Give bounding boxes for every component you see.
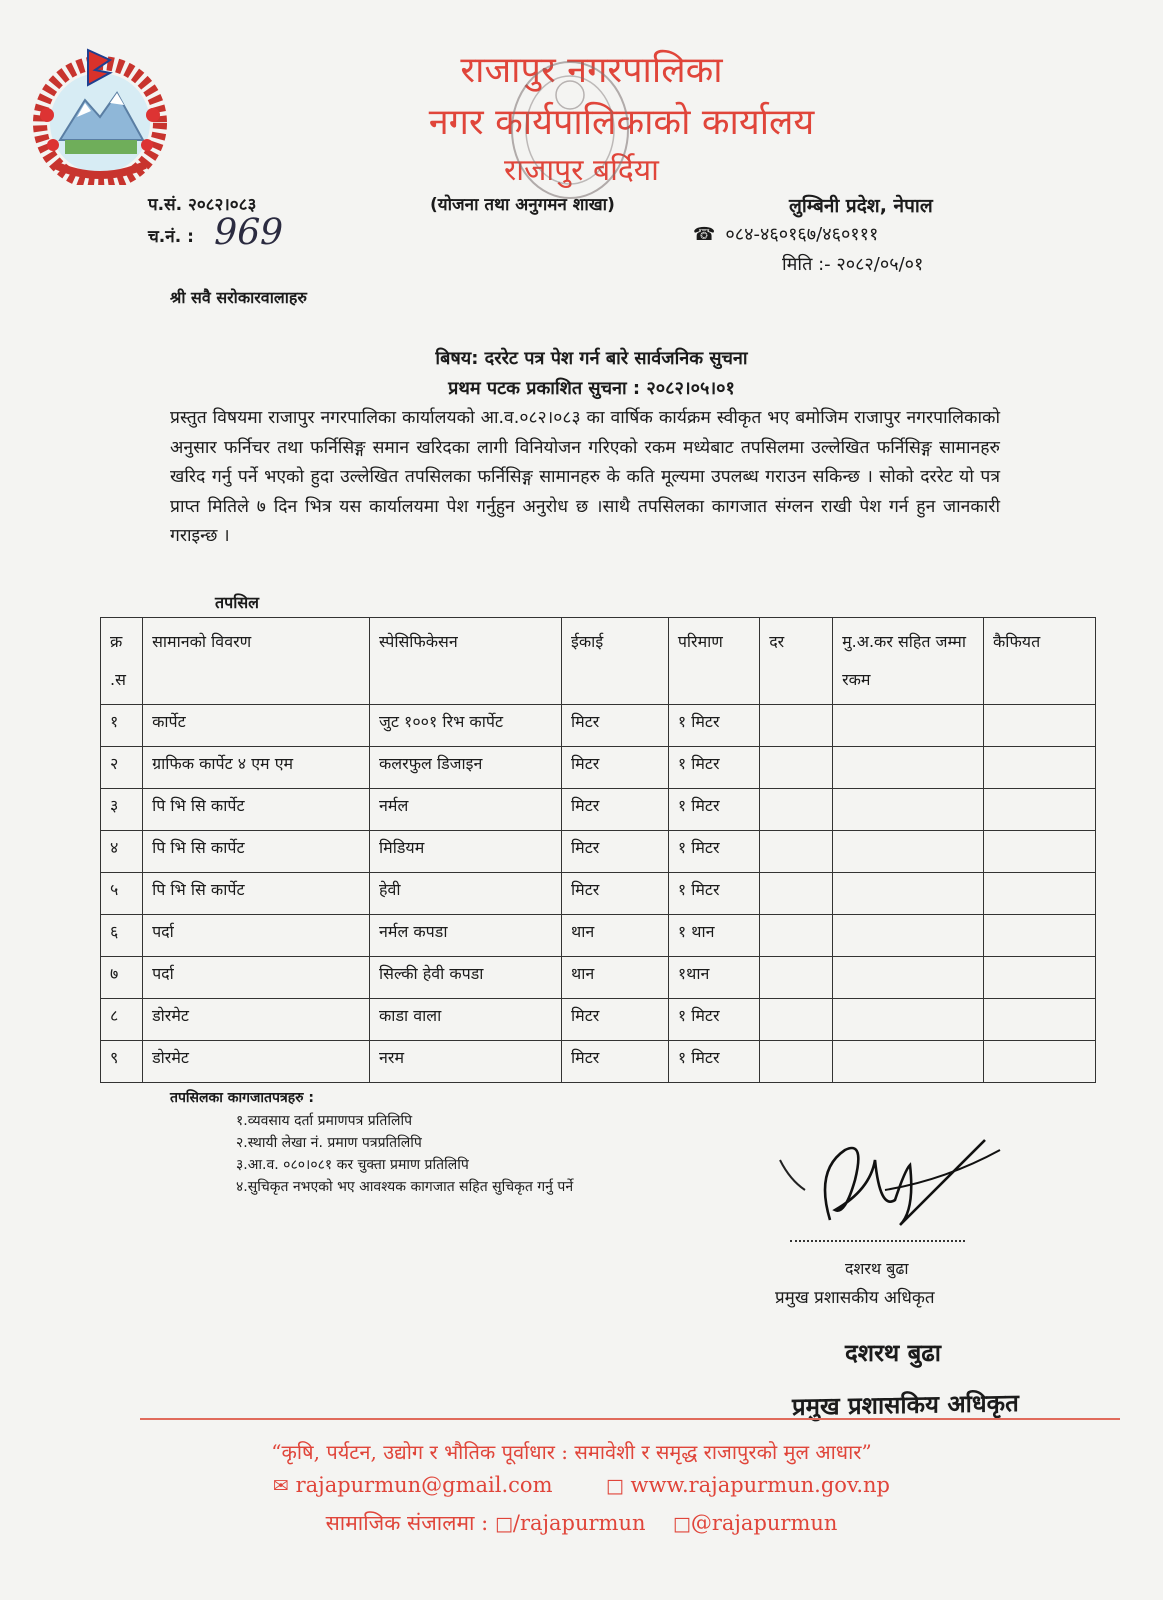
twitter-handle[interactable]: @rajapurmun: [690, 1511, 838, 1535]
phone-icon: ☎: [693, 224, 716, 245]
col-header-description: सामानको विवरण: [143, 618, 370, 705]
cell-total: [833, 789, 984, 831]
signature-line: [790, 1240, 965, 1242]
cell-total: [833, 831, 984, 873]
cell-sn: ९: [101, 1041, 143, 1083]
globe-icon: □: [605, 1475, 624, 1497]
chalani-number: 969: [209, 212, 288, 253]
col-header-sn: क्र .स: [101, 618, 143, 705]
col-header-unit: ईकाई: [562, 618, 669, 705]
cell-rate: [760, 747, 833, 789]
cell-specification: जुट १००१ रिभ कार्पेट: [370, 705, 562, 747]
col-header-remarks: कैफियत: [984, 618, 1096, 705]
col-header-specification: स्पेसिफिकेसन: [370, 618, 562, 705]
cell-specification: कलरफुल डिजाइन: [370, 747, 562, 789]
envelope-icon: ✉: [273, 1475, 289, 1497]
subject-line: बिषय: दररेट पत्र पेश गर्न बारे सार्वजनिक सुचना: [435, 348, 748, 369]
document-item: १.व्यवसाय दर्ता प्रमाणपत्र प्रतिलिपि: [236, 1113, 413, 1129]
signatory-title: प्रमुख प्रशासकीय अधिकृत: [775, 1288, 935, 1308]
table-row: [101, 747, 1096, 789]
branch-name: (योजना तथा अनुगमन शाखा): [430, 195, 615, 215]
tapasil-label: तपसिल: [215, 593, 260, 612]
cell-quantity: १थान: [668, 957, 759, 999]
office-subtitle: नगर कार्यपालिकाको कार्यालय: [428, 102, 815, 143]
cell-specification: नर्मल कपडा: [370, 915, 562, 957]
cell-rate: [760, 1041, 833, 1083]
col-header-total: मु.अ.कर सहित जम्मा रकम: [833, 618, 984, 705]
cell-unit: थान: [562, 915, 669, 957]
cell-remarks: [984, 999, 1096, 1041]
footer-divider: [140, 1418, 1120, 1420]
cell-unit: मिटर: [562, 999, 669, 1041]
cell-total: [833, 915, 984, 957]
office-location: राजापुर बर्दिया: [504, 153, 659, 188]
table-row: [101, 957, 1096, 999]
cell-rate: [760, 789, 833, 831]
province: लुम्बिनी प्रदेश, नेपाल: [789, 195, 933, 217]
cell-remarks: [984, 747, 1096, 789]
cell-unit: मिटर: [562, 831, 669, 873]
cell-sn: १: [101, 705, 143, 747]
table-body: [101, 705, 1096, 1083]
cell-quantity: १ मिटर: [668, 789, 759, 831]
cell-unit: थान: [562, 957, 669, 999]
cell-remarks: [984, 873, 1096, 915]
cell-total: [833, 705, 984, 747]
cell-rate: [760, 999, 833, 1041]
cell-specification: काडा वाला: [370, 999, 562, 1041]
document-item: ३.आ.व. ०८०।०८१ कर चुक्ता प्रमाण प्रतिलिपि: [236, 1157, 469, 1173]
cell-sn: ७: [101, 957, 143, 999]
cell-quantity: १ मिटर: [668, 747, 759, 789]
cell-description: ग्राफिक कार्पेट ४ एम एम: [143, 747, 370, 789]
cell-sn: ३: [101, 789, 143, 831]
cell-remarks: [984, 1041, 1096, 1083]
cell-rate: [760, 957, 833, 999]
facebook-icon: □: [494, 1513, 513, 1535]
handwritten-signature: [775, 1130, 1015, 1240]
cell-unit: मिटर: [562, 1041, 669, 1083]
cell-total: [833, 1041, 984, 1083]
footer-social: [0, 1509, 1163, 1537]
cell-rate: [760, 915, 833, 957]
cell-total: [833, 957, 984, 999]
document-item: २.स्थायी लेखा नं. प्रमाण पत्रप्रतिलिपि: [236, 1135, 422, 1151]
cell-sn: ४: [101, 831, 143, 873]
phone-number: [693, 222, 878, 246]
cell-specification: नरम: [370, 1041, 562, 1083]
cell-quantity: १ थान: [668, 915, 759, 957]
footer-email[interactable]: rajapurmun@gmail.com: [295, 1473, 553, 1497]
cell-rate: [760, 705, 833, 747]
cell-remarks: [984, 915, 1096, 957]
documents-title: तपसिलका कागजातपत्रहरु :: [170, 1090, 314, 1106]
signatory-name: दशरथ बुढा: [845, 1259, 909, 1278]
cell-sn: २: [101, 747, 143, 789]
cell-sn: ८: [101, 999, 143, 1041]
table-header-row: [101, 618, 1096, 705]
table-row: [101, 831, 1096, 873]
cell-remarks: [984, 789, 1096, 831]
footer-contact: [0, 1473, 1163, 1497]
twitter-icon: □: [672, 1513, 691, 1535]
cell-rate: [760, 831, 833, 873]
cell-description: कार्पेट: [143, 705, 370, 747]
cell-unit: मिटर: [562, 873, 669, 915]
cell-specification: हेवी: [370, 873, 562, 915]
publication-line: प्रथम पटक प्रकाशित सुचना : २०८२।०५।०१: [448, 378, 735, 399]
cell-total: [833, 873, 984, 915]
cell-quantity: १ मिटर: [668, 873, 759, 915]
table-row: [101, 999, 1096, 1041]
document-item: ४.सुचिकृत नभएको भए आवश्यक कागजात सहित सुचिकृत गर्नु पर्ने: [236, 1179, 574, 1195]
cell-total: [833, 747, 984, 789]
cell-specification: सिल्की हेवी कपडा: [370, 957, 562, 999]
cell-description: पर्दा: [143, 957, 370, 999]
social-label: सामाजिक संजालमा :: [325, 1511, 489, 1535]
table-row: [101, 705, 1096, 747]
table-row: [101, 789, 1096, 831]
phone-text: ०८४-४६०१६७/४६०१११: [725, 224, 879, 245]
facebook-handle[interactable]: /rajapurmun: [512, 1511, 646, 1535]
footer-website[interactable]: www.rajapurmun.gov.np: [630, 1473, 890, 1497]
seal-name: दशरथ बुढा: [845, 1339, 942, 1367]
cell-description: पि भि सि कार्पेट: [143, 831, 370, 873]
cell-remarks: [984, 705, 1096, 747]
seal-title: प्रमुख प्रशासकिय अधिकृत: [792, 1389, 1019, 1421]
cell-sn: ६: [101, 915, 143, 957]
col-header-rate: दर: [760, 618, 833, 705]
items-table: [100, 617, 1096, 1083]
cell-rate: [760, 873, 833, 915]
cell-unit: मिटर: [562, 705, 669, 747]
cell-remarks: [984, 957, 1096, 999]
office-stamp: [505, 55, 635, 205]
cell-specification: मिडियम: [370, 831, 562, 873]
cell-description: डोरमेट: [143, 999, 370, 1041]
cell-description: पि भि सि कार्पेट: [143, 873, 370, 915]
cell-quantity: १ मिटर: [668, 831, 759, 873]
cell-description: पि भि सि कार्पेट: [143, 789, 370, 831]
office-name: राजापुर नगरपालिका: [460, 50, 723, 91]
cell-description: डोरमेट: [143, 1041, 370, 1083]
cell-unit: मिटर: [562, 747, 669, 789]
cell-specification: नर्मल: [370, 789, 562, 831]
cell-sn: ५: [101, 873, 143, 915]
cell-quantity: १ मिटर: [668, 1041, 759, 1083]
letter-date: मिति :- २०८२/०५/०१: [782, 254, 924, 275]
footer-motto: “कृषि, पर्यटन, उद्योग र भौतिक पूर्वाधार : समावेशी र समृद्ध राजापुरको मुल आधार”: [271, 1440, 872, 1464]
table-row: [101, 873, 1096, 915]
cell-total: [833, 999, 984, 1041]
cell-remarks: [984, 831, 1096, 873]
table-row: [101, 1041, 1096, 1083]
patra-sankhya: प.सं. २०८२।०८३: [148, 195, 257, 215]
cell-description: पर्दा: [143, 915, 370, 957]
cell-quantity: १ मिटर: [668, 705, 759, 747]
cell-unit: मिटर: [562, 789, 669, 831]
documents-list: [236, 1110, 573, 1198]
chalani-label: च.नं. :: [148, 227, 194, 247]
table-row: [101, 915, 1096, 957]
cell-quantity: १ मिटर: [668, 999, 759, 1041]
body-paragraph: प्रस्तुत विषयमा राजापुर नगरपालिका कार्यालयको आ.व.०८२।०८३ का वार्षिक कार्यक्रम स्वीकृत भए बमोजिम राजापुर नगरपालिकाको अनुसार फर्निचर तथा फर्निसिङ्ग समान खरिदका लागी विनियोजन गरिएको रकम मध्येबाट तपसिलमा उल्लेखित फर्निसिङ्ग सामानहरु खरिद गर्नु पर्ने भएको हुदा उल्लेखित तपसिलका फर्निसिङ्ग सामानहरु के कति मूल्यमा उपलब्ध गराउन सकिन्छ । सोको दररेट यो पत्र प्राप्त मितिले ७ दिन भित्र यस कार्यालयमा पेश गर्नुहुन अनुरोध छ ।साथै तपसिलका कागजात संग्लन राखी पेश गर्न हुन जानकारी गराइन्छ ।: [170, 408, 1000, 546]
recipient: श्री सवै सरोकारवालाहरु: [170, 288, 307, 307]
col-header-quantity: परिमाण: [668, 618, 759, 705]
